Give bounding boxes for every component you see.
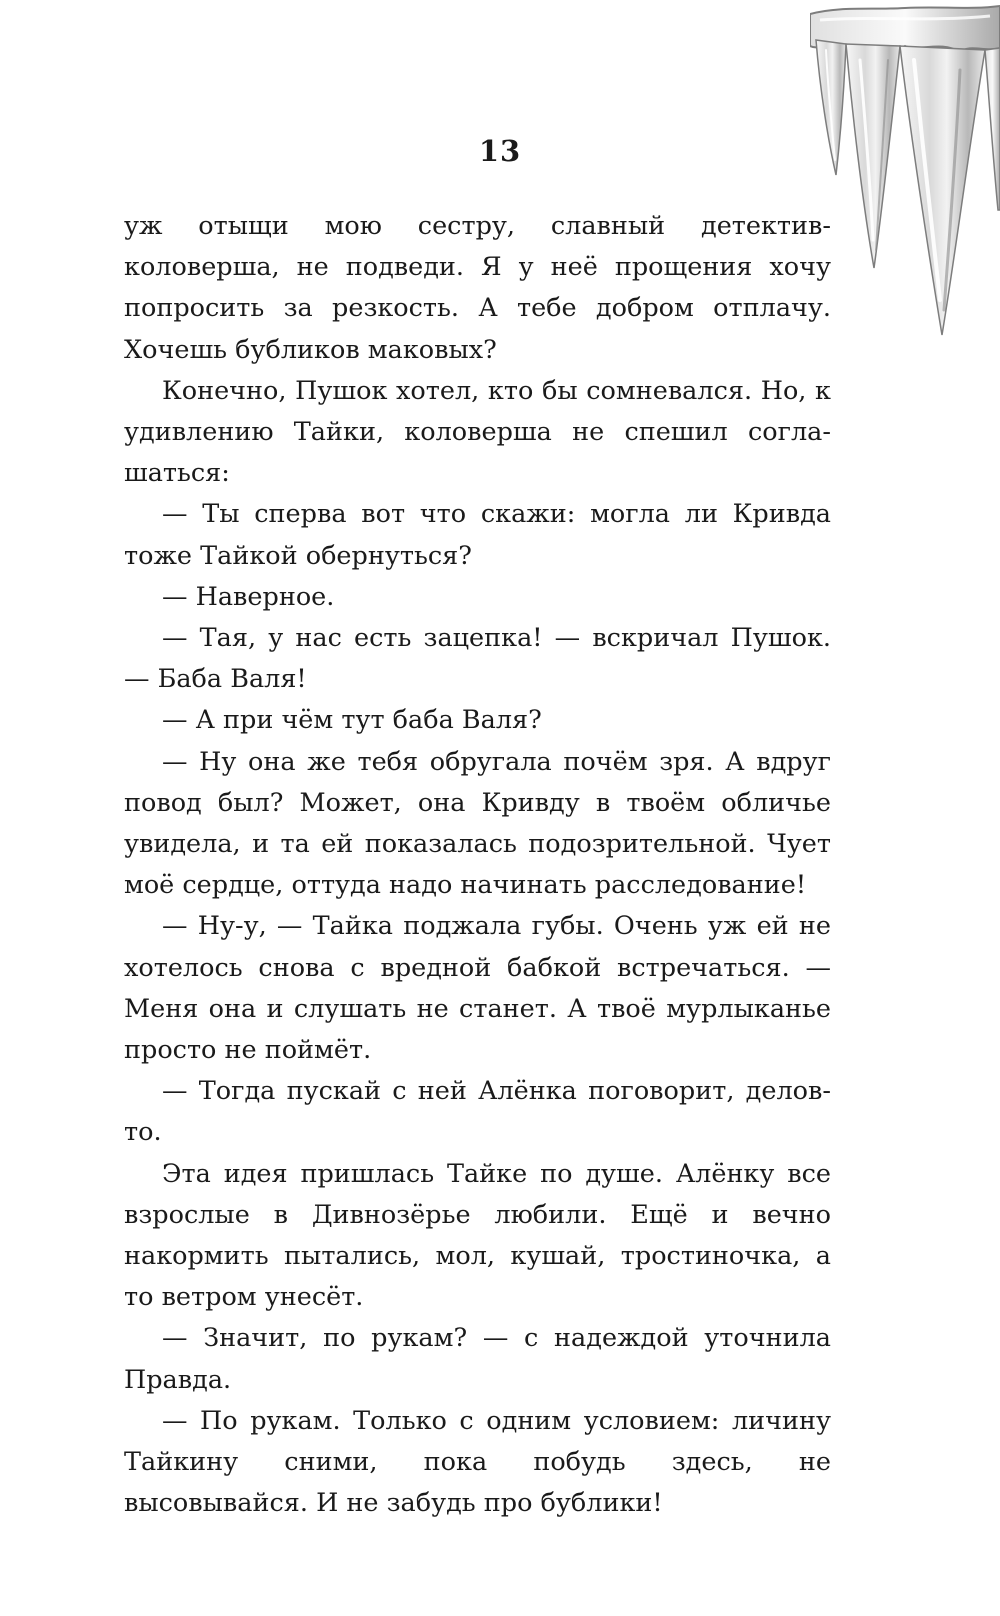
dialogue-line: — Тогда пускай с ней Алёнка поговорит, делов-то. (124, 1076, 831, 1148)
paragraph: уж отыщи мою сестру, славный детектив-коловерша, не подведи. Я у неё прощения хочу попросить за резкость. А тебе добром отплачу. Хочешь бубликов маковых? (124, 211, 831, 365)
dialogue-line: — Ты сперва вот что скажи: могла ли Кривда тоже Тайкой обернуться? (124, 499, 831, 571)
dialogue-line: — Значит, по рукам? — с надеждой уточнила Правда. (124, 1323, 831, 1395)
paragraph: Эта идея пришлась Тайке по душе. Алёнку все взрослые в Дивнозёрье любили. Ещё и вечно накормить пытались, мол, кушай, тростиночка, а то ветром унесёт. (124, 1158, 831, 1313)
dialogue-line: — Ну-у, — Тайка поджала губы. Очень уж ей не хотелось снова с вредной бабкой встречаться. — Меня она и слушать не станет. А твоё мурлыканье просто не поймёт. (124, 911, 831, 1066)
dialogue-line: — Наверное. (162, 581, 335, 612)
dialogue-line: — Ну она же тебя обругала почём зря. А вдруг повод был? Может, она Кривду в твоём обличье увидела, и та ей показалась подозрительной. Чует моё сердце, оттуда надо начинать расследование! (124, 746, 831, 901)
body-text (124, 206, 831, 1525)
page-number: 13 (478, 134, 522, 168)
dialogue-line: — Тая, у нас есть зацепка! — вскричал Пушок. — Баба Валя! (124, 623, 831, 695)
dialogue-line: — По рукам. Только с одним условием: личину Тайкину сними, пока побудь здесь, не высовывайся. И не забудь про бублики! (124, 1405, 831, 1519)
dialogue-line: — А при чём тут баба Валя? (162, 705, 542, 736)
paragraph: Конечно, Пушок хотел, кто бы сомневался. Но, к удивлению Тайки, коловерша не спешил соглашаться: (124, 375, 831, 489)
icicle-icon (810, 0, 1000, 345)
